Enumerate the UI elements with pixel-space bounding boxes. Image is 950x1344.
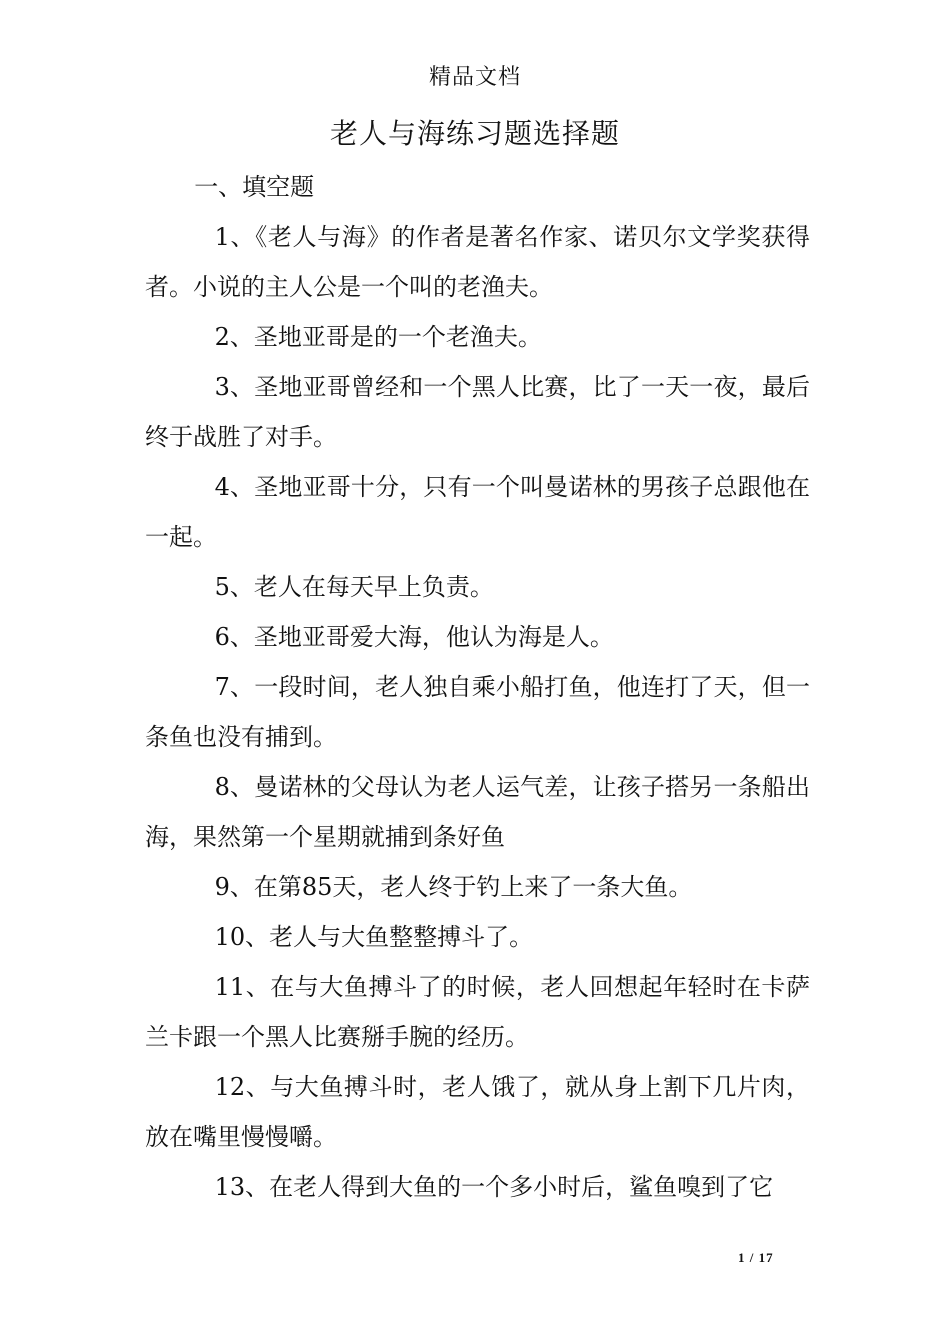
question-item: 10、老人与大鱼整整搏斗了。 [214, 923, 534, 951]
question-item: 1、《老人与海》的作者是著名作家、诺贝尔文学奖获得者。小说的主人公是一个叫的老渔夫。 [145, 223, 810, 301]
question-item: 5、老人在每天早上负责。 [214, 573, 494, 601]
document-body [145, 162, 810, 1212]
document-title: 老人与海练习题选择题 [329, 117, 620, 150]
question-item: 7、一段时间，老人独自乘小船打鱼，他连打了天，但一条鱼也没有捕到。 [145, 673, 810, 751]
question-item: 8、曼诺林的父母认为老人运气差，让孩子搭另一条船出海，果然第一个星期就捕到条好鱼 [145, 773, 810, 851]
question-item: 9、在第85天，老人终于钓上来了一条大鱼。 [214, 873, 693, 901]
section-heading: 一、填空题 [194, 173, 315, 201]
question-item: 4、圣地亚哥十分，只有一个叫曼诺林的男孩子总跟他在一起。 [145, 473, 810, 551]
question-item: 6、圣地亚哥爱大海，他认为海是人。 [214, 623, 614, 651]
question-item: 12、与大鱼搏斗时，老人饿了，就从身上割下几片肉，放在嘴里慢慢嚼。 [145, 1073, 810, 1151]
question-item: 3、圣地亚哥曾经和一个黑人比赛，比了一天一夜，最后终于战胜了对手。 [145, 373, 810, 451]
page-header: 精品文档 [428, 65, 521, 90]
question-item: 13、在老人得到大鱼的一个多小时后，鲨鱼嗅到了它 [214, 1173, 774, 1201]
question-item: 2、圣地亚哥是的一个老渔夫。 [214, 323, 542, 351]
page-number: 1 / 17 [738, 1250, 774, 1265]
question-item: 11、在与大鱼搏斗了的时候，老人回想起年轻时在卡萨兰卡跟一个黑人比赛掰手腕的经历。 [145, 973, 810, 1051]
